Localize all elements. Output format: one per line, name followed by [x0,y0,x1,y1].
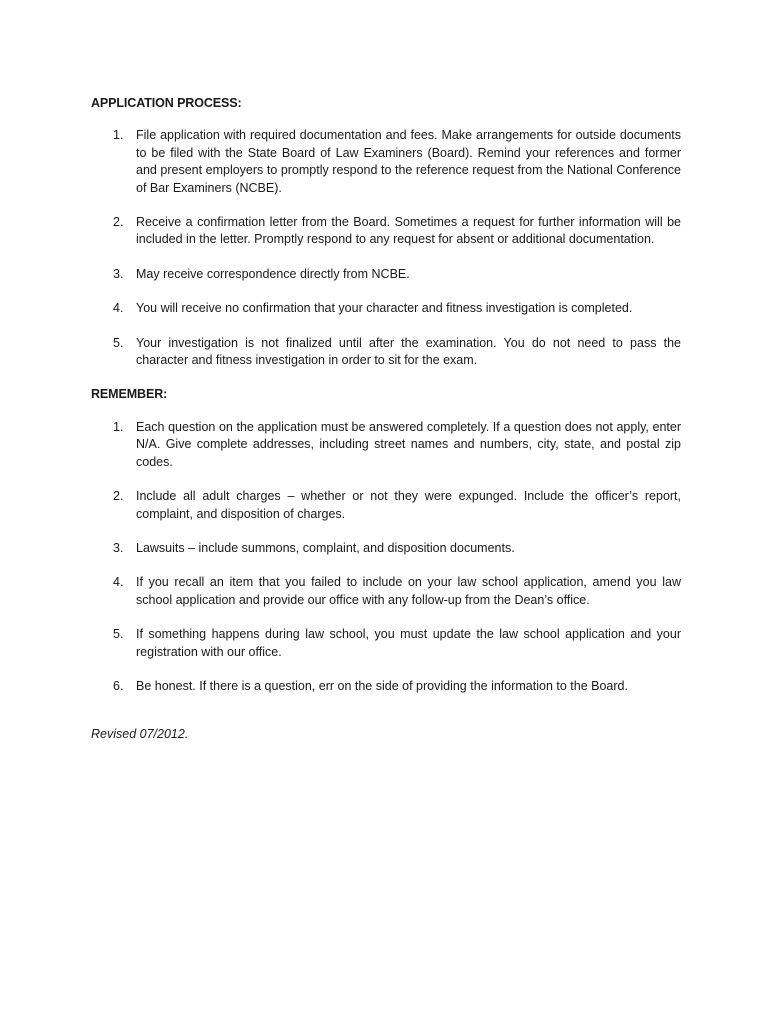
list-item-number: 4. [113,575,124,590]
list-item-number: 1. [113,419,124,434]
list-item-text: May receive correspondence directly from NCBE. [136,266,410,281]
list-item-text: Include all adult charges – whether or not they were expunged. Include the officer’s report, complaint, and disposition of charges. [136,489,681,521]
list-item-number: 6. [113,678,124,693]
list-item [91,419,681,471]
list-item [91,540,681,557]
list-item-text: Be honest. If there is a question, err on the side of providing the information to the Board. [136,678,628,693]
list-item-number: 4. [113,301,124,316]
application-process-heading: APPLICATION PROCESS: [91,96,242,110]
list-item-text: Each question on the application must be answered completely. If a question does not apply, enter N/A. Give complete addresses, including street names and numbers, city, state, and postal zip codes. [136,419,681,469]
list-item-text: Lawsuits – include summons, complaint, and disposition documents. [136,540,515,555]
list-item [91,127,681,197]
list-item [91,626,681,661]
list-item-number: 2. [113,215,124,230]
remember-heading: REMEMBER: [91,387,168,402]
list-item-number: 3. [113,540,124,555]
list-item-number: 5. [113,627,124,642]
list-item [91,574,681,609]
list-item [91,214,681,249]
list-item-number: 1. [113,128,124,143]
list-item-number: 5. [113,335,124,350]
list-item [91,335,681,370]
list-item-text: File application with required documentation and fees. Make arrangements for outside documents to be filed with the State Board of Law Examiners (Board). Remind your references and former and present employers to promptly respond to the reference request from the National Conference of Bar Examiners (NCBE). [136,128,681,195]
list-item-text: If you recall an item that you failed to include on your law school application, amend you law school application and provide our office with any follow-up from the Dean’s office. [136,575,681,607]
list-item-text: Receive a confirmation letter from the Board. Sometimes a request for further information will be included in the letter. Promptly respond to any request for absent or additional documentation. [136,215,681,247]
list-item-text: If something happens during law school, you must update the law school application and your registration with our office. [136,627,681,659]
list-item [91,678,681,695]
application-process-list [91,127,681,369]
list-item [91,488,681,523]
revision-date: Revised 07/2012. [91,727,189,742]
list-item [91,266,681,283]
list-item-text: Your investigation is not finalized until after the examination. You do not need to pass the character and fitness investigation in order to sit for the exam. [136,335,681,368]
list-item [91,300,681,317]
list-item-text: You will receive no confirmation that your character and fitness investigation is completed. [136,301,633,316]
document-body [91,95,681,744]
remember-list [91,419,681,695]
list-item-number: 3. [113,266,124,281]
list-item-number: 2. [113,489,124,504]
